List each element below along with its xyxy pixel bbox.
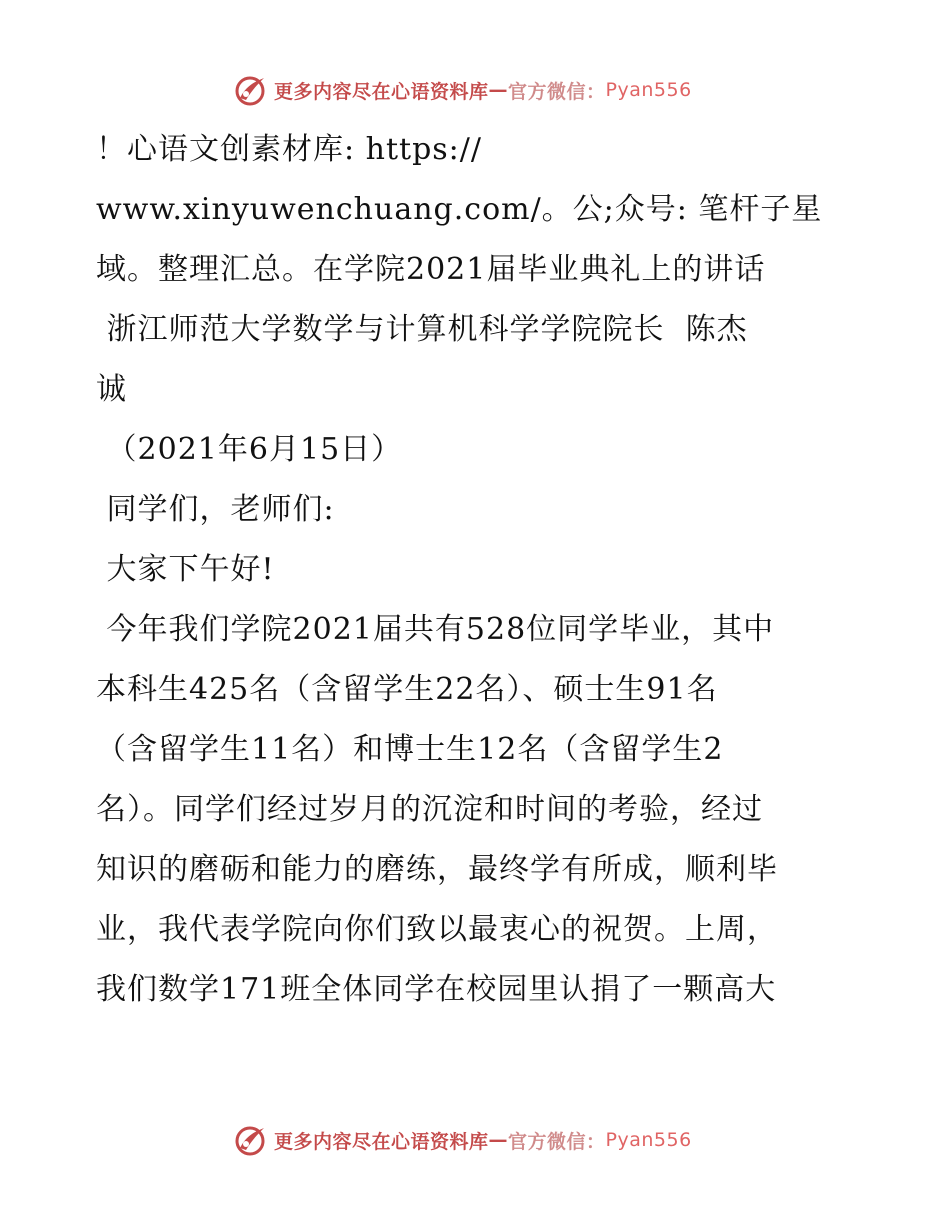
salutation-line: 同学们，老师们: — [96, 492, 335, 527]
document-body — [96, 120, 856, 1020]
banner-separator: — — [488, 79, 509, 101]
author-line: 诚 — [96, 372, 127, 407]
paragraph-line: www.xinyuwenchuang.com/。公;众号: 笔杆子星 — [96, 192, 823, 227]
footer-banner — [232, 1120, 752, 1160]
banner-main-text: 更多内容尽在心语资料库 — [274, 1130, 489, 1153]
author-line: 浙江师范大学数学与计算机科学学院院长 陈杰 — [96, 312, 748, 347]
paragraph-line: ！心语文创素材库: https:// — [96, 132, 482, 167]
paragraph-line: 业，我代表学院向你们致以最衷心的祝贺。上周， — [96, 912, 778, 947]
banner-official-label: 官方微信： — [508, 80, 606, 103]
greeting-line: 大家下午好! — [96, 552, 275, 587]
red-seal-logo-icon — [232, 72, 268, 108]
paragraph-line: 名）。同学们经过岁月的沉淀和时间的考验，经过 — [96, 792, 763, 827]
paragraph-line: 今年我们学院2021届共有528位同学毕业，其中 — [96, 612, 775, 647]
red-seal-logo-icon — [232, 1122, 268, 1158]
paragraph-line: 知识的磨砺和能力的磨练，最终学有所成，顺利毕 — [96, 852, 778, 887]
paragraph-line: 我们数学171班全体同学在校园里认捐了一颗高大 — [96, 972, 777, 1007]
banner-separator: — — [488, 1129, 509, 1151]
paragraph-line: 域。整理汇总。在学院2021届毕业典礼上的讲话 — [96, 252, 766, 287]
banner-wechat-id: Pyan556 — [605, 79, 692, 101]
banner-main-text: 更多内容尽在心语资料库 — [274, 80, 489, 103]
paragraph-line: （含留学生11名）和博士生12名（含留学生2 — [96, 732, 724, 767]
paragraph-line: 本科生425名（含留学生22名）、硕士生91名 — [96, 672, 718, 707]
date-line: （2021年6月15日） — [96, 432, 403, 467]
banner-official-label: 官方微信： — [508, 1130, 606, 1153]
banner-wechat-id: Pyan556 — [605, 1129, 692, 1151]
header-banner — [232, 70, 752, 110]
